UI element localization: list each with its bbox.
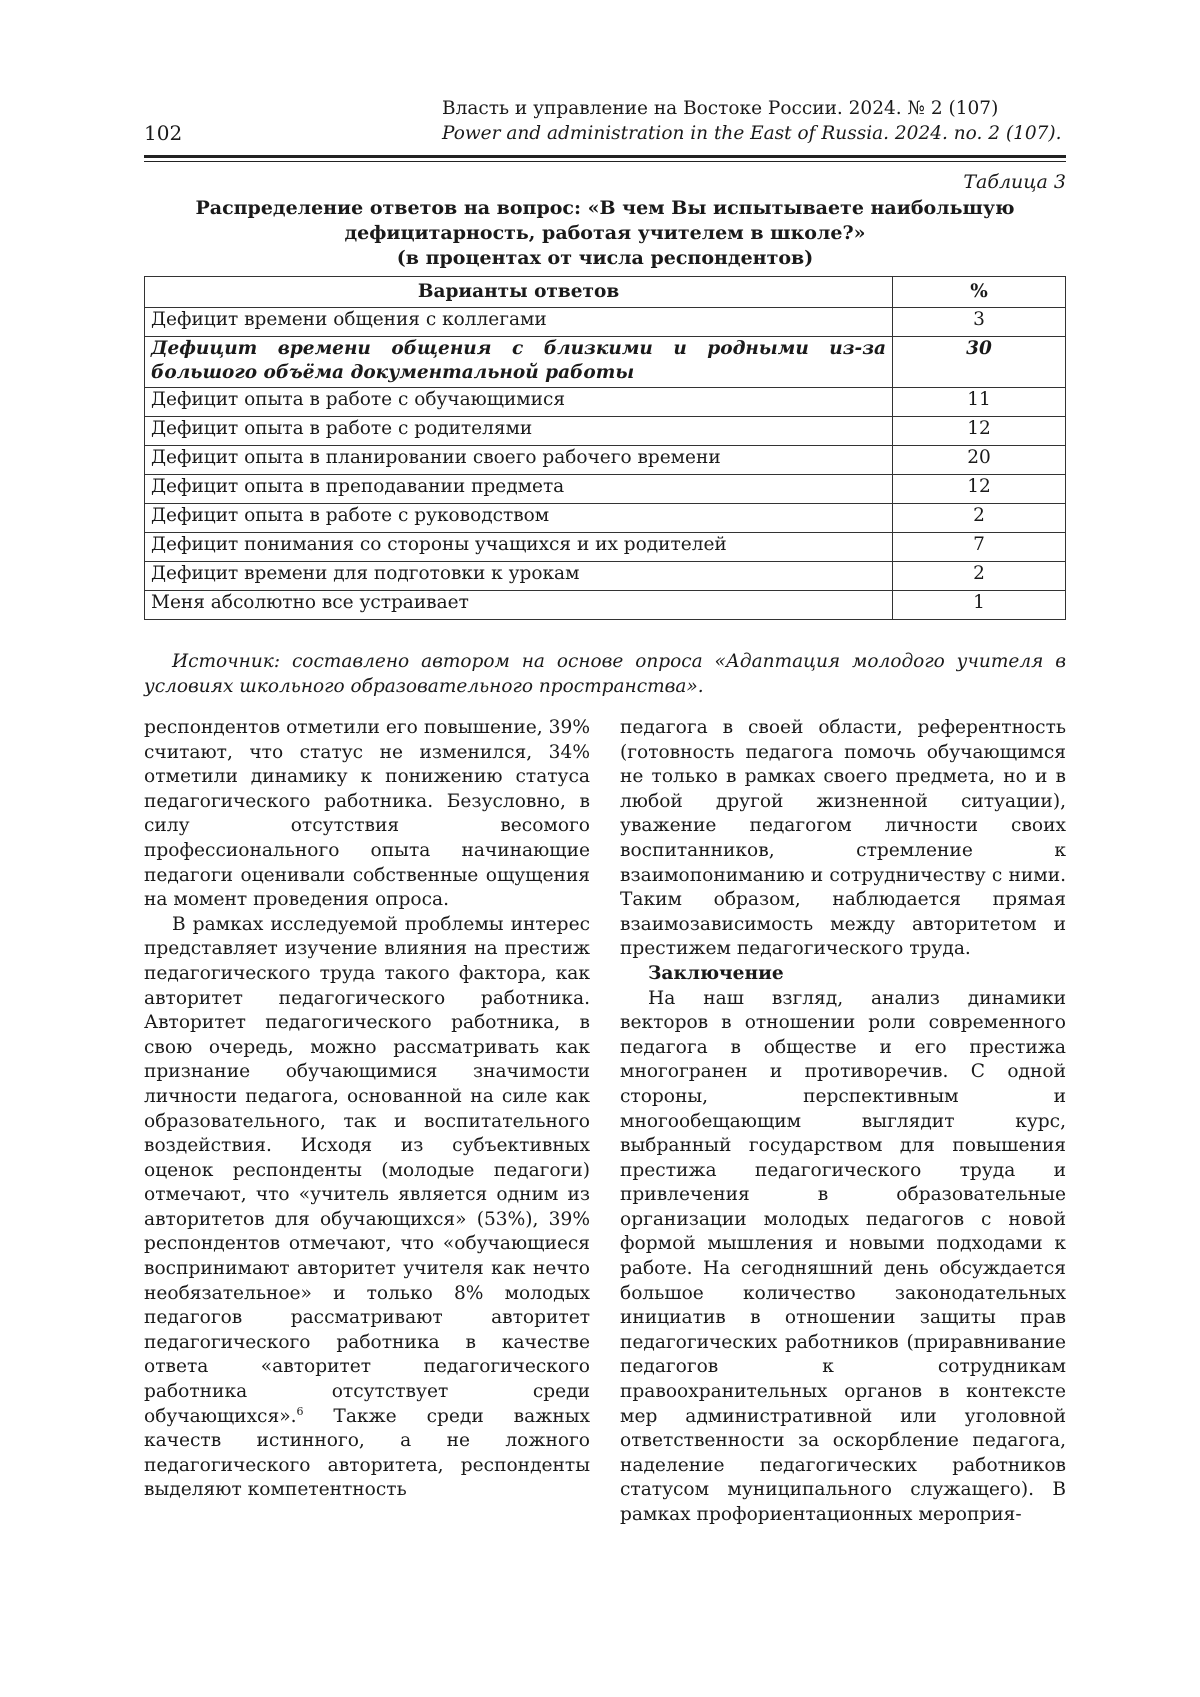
table-row-highlighted — [145, 337, 1066, 388]
table-title-line: Распределение ответов на вопрос: «В чем Вы испытываете наибольшую — [195, 197, 1015, 219]
answer-cell: Дефицит времени общения с коллегами — [145, 308, 893, 337]
table-row — [145, 388, 1066, 417]
paragraph — [144, 913, 590, 1503]
answer-cell: Дефицит опыта в работе с руководством — [145, 504, 893, 533]
answer-cell: Меня абсолютно все устраивает — [145, 591, 893, 620]
percent-cell: 20 — [893, 446, 1066, 475]
percent-cell: 30 — [893, 337, 1066, 388]
paragraph: педагога в своей области, референтность (готовность педагога помочь обучающимся не только в рамках своего предмета, но и в любой другой жизненной ситуации), уважение педагогом личности своих воспитанников, стремление к взаимопониманию и сотрудничеству с ними. Таким образом, наблюдается прямая взаимозависимость между авторитетом и престижем педагогического труда. — [620, 717, 1066, 960]
survey-table — [144, 276, 1066, 620]
right-column — [620, 716, 1066, 1528]
journal-title-en: Power and administration in the East of Russia. 2024. no. 2 (107). — [442, 123, 1062, 144]
table-header-row — [145, 277, 1066, 308]
percent-cell: 12 — [893, 475, 1066, 504]
journal-citation — [442, 96, 1062, 146]
column-header-percent: % — [893, 277, 1066, 308]
table-row — [145, 417, 1066, 446]
table-row — [145, 475, 1066, 504]
table-source-note: Источник: составлено автором на основе опроса «Адаптация молодого учителя в условиях школьного образовательного пространства». — [144, 651, 1066, 697]
running-header — [144, 96, 1066, 148]
page-number: 102 — [144, 121, 183, 145]
percent-cell: 2 — [893, 562, 1066, 591]
paragraph-text: В рамках исследуемой проблемы интерес представляет изучение влияния на престиж педагогического труда такого фактора, как авторитет педагогического работника. Авторитет педагогического работника, в свою очередь, можно рассматривать как признание обучающимися значимости личности педагога, основанной на силе как образовательного, так и воспитательного воздействия. Исходя из субъективных оценок респонденты (молодые педагоги) отмечают, что «учитель является одним из авторитетов для обучающихся» (53%), 39% респондентов отмечают, что «обучающиеся воспринимают авторитет учителя как нечто необязательное» и только 8% молодых педагогов рассматривают авторитет педагогического работника в качестве ответа «авторитет педагогического работника отсутствует среди обучающихся». — [144, 913, 590, 1427]
table-row — [145, 591, 1066, 620]
answer-cell: Дефицит понимания со стороны учащихся и их родителей — [145, 533, 893, 562]
table-row — [145, 533, 1066, 562]
percent-cell: 12 — [893, 417, 1066, 446]
paragraph: респондентов отметили его повышение, 39% считают, что статус не изменился, 34% отметили динамику к понижению статуса педагогического работника. Безусловно, в силу отсутствия весомого профессионального опыта начинающие педагоги оценивали собственные ощущения на момент проведения опроса. — [144, 717, 590, 911]
answer-cell: Дефицит опыта в планировании своего рабочего времени — [145, 446, 893, 475]
answer-cell: Дефицит времени для подготовки к урокам — [145, 562, 893, 591]
footnote-ref[interactable]: 6 — [296, 1404, 304, 1418]
table-title-line: дефицитарность, работая учителем в школе?» — [344, 222, 866, 244]
table-row — [145, 446, 1066, 475]
table-row — [145, 562, 1066, 591]
percent-cell: 2 — [893, 504, 1066, 533]
journal-title-ru: Власть и управление на Востоке России. 2024. № 2 (107) — [442, 98, 999, 119]
left-column — [144, 716, 590, 1503]
table-title — [144, 196, 1066, 271]
percent-cell: 7 — [893, 533, 1066, 562]
table-row — [145, 504, 1066, 533]
percent-cell: 11 — [893, 388, 1066, 417]
header-rule-thick — [144, 155, 1066, 158]
paragraph: На наш взгляд, анализ динамики векторов в отношении роли современного педагога в обществе и его престижа многогранен и противоречив. С одной стороны, перспективным и многообещающим выглядит курс, выбранный государством для повышения престижа педагогического труда и привлечения в образовательные организации молодых педагогов с новой формой мышления и новыми подходами к работе. На сегодняшний день обсуждается большое количество законодательных инициатив в отношении защиты прав педагогических работников (приравнивание педагогов к сотрудникам правоохранительных органов в контексте мер административной или уголовной ответственности за оскорбление педагога, наделение педагогических работников статусом муниципального служащего). В рамках профориентационных мероприя- — [620, 987, 1066, 1525]
column-header-answer: Варианты ответов — [145, 277, 893, 308]
header-rule-thin — [144, 161, 1066, 162]
answer-cell: Дефицит опыта в работе с родителями — [145, 417, 893, 446]
answer-cell: Дефицит опыта в работе с обучающимися — [145, 388, 893, 417]
percent-cell: 1 — [893, 591, 1066, 620]
answer-cell: Дефицит времени общения с близкими и родными из-за большого объёма документальной работы — [145, 337, 893, 388]
table-row — [145, 308, 1066, 337]
answer-cell: Дефицит опыта в преподавании предмета — [145, 475, 893, 504]
section-heading: Заключение — [648, 962, 784, 984]
table-label: Таблица 3 — [963, 171, 1066, 193]
percent-cell: 3 — [893, 308, 1066, 337]
table-title-line: (в процентах от числа респондентов) — [396, 247, 814, 269]
paragraph-text: Также среди важных качеств истинного, а не ложного педагогического авторитета, респонденты выделяют компетентность — [144, 1405, 590, 1501]
